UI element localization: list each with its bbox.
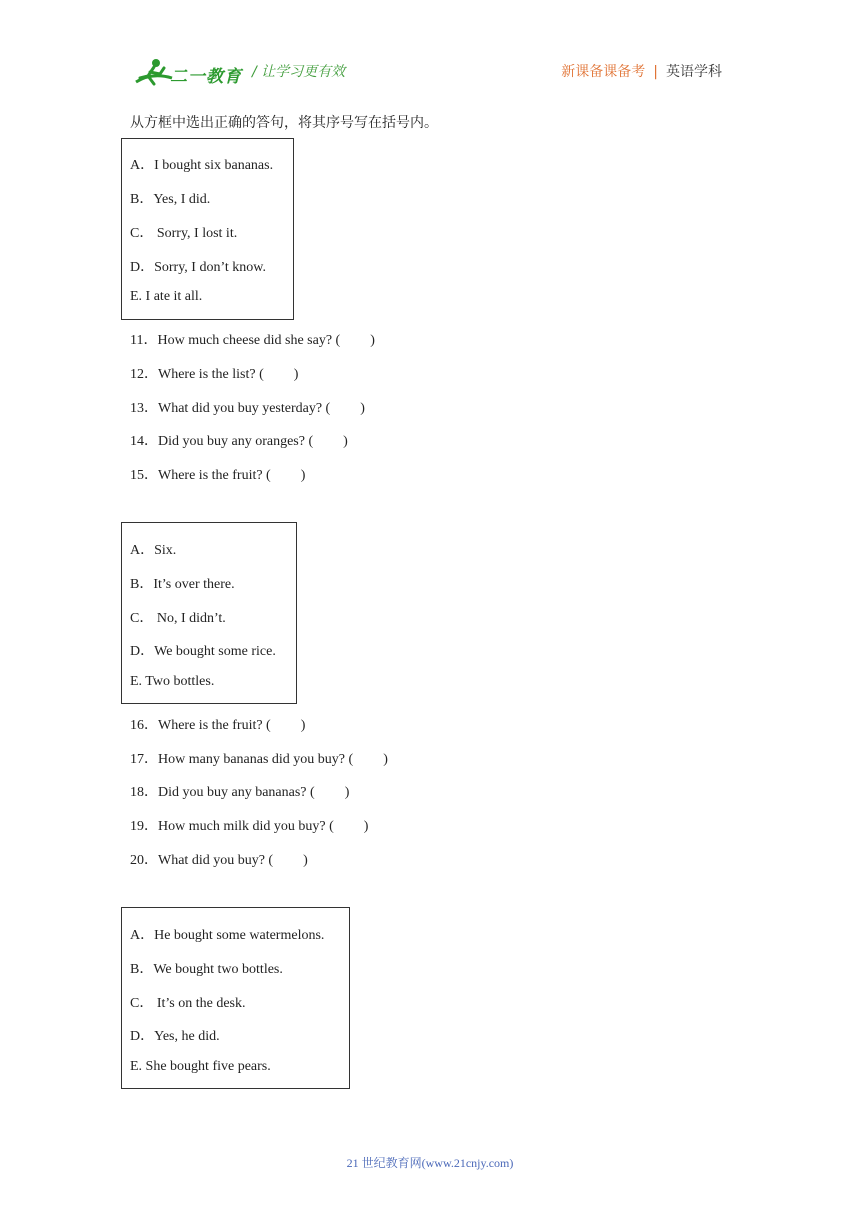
question-13: [130, 397, 365, 417]
page-footer: 21 世纪教育网(www.21cnjy.com): [346, 1156, 514, 1170]
option-c: C． It’s on the desk.: [130, 996, 246, 1011]
logo-text: 二一教育: [170, 67, 242, 87]
header-divider: |: [653, 64, 658, 80]
header-slogan: / 让学习更有效: [252, 64, 346, 80]
question-text: 11．How much cheese did she say? (: [130, 333, 341, 348]
question-17: [130, 748, 388, 768]
question-16: [130, 714, 305, 734]
option-c: C． No, I didn’t.: [130, 611, 226, 626]
option-d: D．Sorry, I don’t know.: [130, 260, 266, 275]
option-c: C． Sorry, I lost it.: [130, 226, 238, 241]
option-b: B．It’s over there.: [130, 577, 235, 592]
question-20: [130, 849, 308, 869]
question-text: 18．Did you buy any bananas? (: [130, 785, 315, 800]
option-d: D．We bought some rice.: [130, 644, 276, 659]
page-header: [0, 0, 860, 100]
question-15: [130, 464, 305, 484]
close-paren: ): [293, 367, 299, 382]
question-text: 16．Where is the fruit? (: [130, 718, 271, 733]
option-e: E. She bought five pears.: [130, 1059, 271, 1074]
instruction-text: 从方框中选出正确的答句，将其序号写在括号内。: [130, 115, 438, 131]
option-a: A．Six.: [130, 543, 177, 558]
option-a: A．He bought some watermelons.: [130, 928, 325, 943]
question-text: 17．How many bananas did you buy? (: [130, 752, 354, 767]
close-paren: ): [344, 785, 350, 800]
close-paren: ): [370, 333, 375, 348]
close-paren: ): [360, 401, 365, 416]
option-b: B．We bought two bottles.: [130, 962, 283, 977]
close-paren: ): [363, 819, 369, 834]
question-text: 12．Where is the list? (: [130, 367, 264, 382]
question-text: 14．Did you buy any oranges? (: [130, 434, 314, 449]
question-19: [130, 815, 368, 835]
option-b: B．Yes, I did.: [130, 192, 211, 207]
header-subject: 英语学科: [666, 64, 722, 80]
header-prefix: 新课备课备考: [561, 64, 646, 80]
close-paren: ): [300, 718, 306, 733]
question-text: 13．What did you buy yesterday? (: [130, 401, 331, 416]
close-paren: ): [343, 434, 348, 449]
close-paren: ): [383, 752, 388, 767]
option-d: D．Yes, he did.: [130, 1029, 220, 1044]
option-box-2: [121, 522, 297, 704]
option-e: E. I ate it all.: [130, 289, 203, 304]
question-text: 19．How much milk did you buy? (: [130, 819, 334, 834]
option-box-3: [121, 907, 350, 1089]
question-12: [130, 363, 298, 383]
question-text: 20．What did you buy? (: [130, 853, 274, 868]
header-right: [561, 61, 722, 81]
option-e: E. Two bottles.: [130, 674, 215, 689]
option-a: A．I bought six bananas.: [130, 158, 274, 173]
question-18: [130, 781, 349, 801]
question-14: [130, 430, 348, 450]
question-text: 15．Where is the fruit? (: [130, 468, 271, 483]
option-box-1: [121, 138, 294, 320]
close-paren: ): [300, 468, 306, 483]
question-11: [130, 329, 375, 349]
close-paren: ): [303, 853, 308, 868]
